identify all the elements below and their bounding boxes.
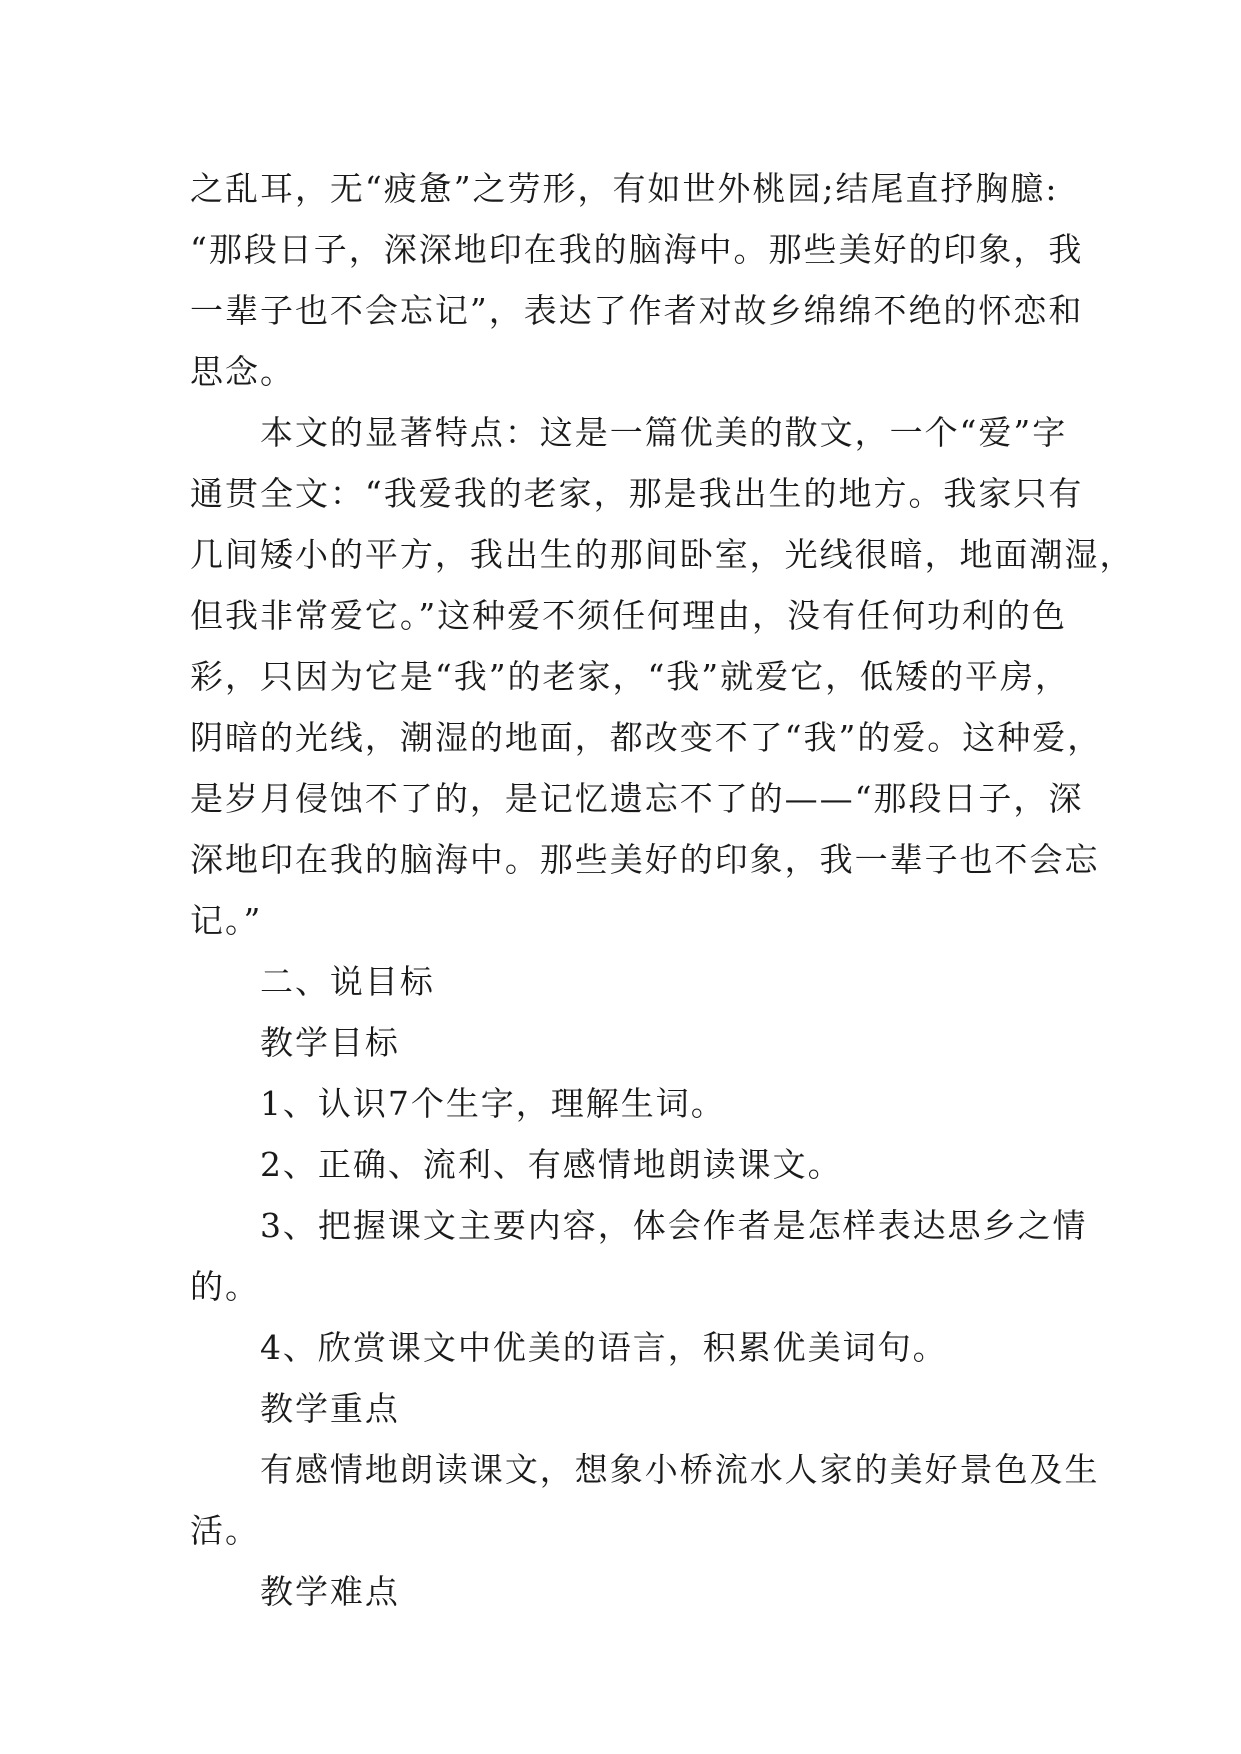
text-line: 几间矮小的平方，我出生的那间卧室，光线很暗，地面潮湿， [190,535,1135,574]
goal-item-3-continued: 的。 [190,1267,260,1306]
goal-item-2: 2、正确、流利、有感情地朗读课文。 [190,1145,843,1184]
goal-item-3: 3、把握课文主要内容，体会作者是怎样表达思乡之情 [190,1206,1088,1245]
text-line: 一辈子也不会忘记”，表达了作者对故乡绵绵不绝的怀恋和 [190,291,1084,330]
key-point-text-continued: 活。 [190,1511,260,1550]
subheading-key-points: 教学重点 [190,1389,400,1428]
text-line: 深地印在我的脑海中。那些美好的印象，我一辈子也不会忘 [190,840,1100,879]
key-point-text: 有感情地朗读课文，想象小桥流水人家的美好景色及生 [190,1450,1100,1489]
goal-item-1: 1、认识7个生字，理解生词。 [190,1084,726,1123]
text-line: “那段日子，深深地印在我的脑海中。那些美好的印象，我 [190,230,1084,269]
document-page [190,158,1135,1622]
text-line: 思念。 [190,352,295,391]
text-line: 彩，只因为它是“我”的老家，“我”就爱它，低矮的平房， [190,657,1070,696]
text-line: 是岁月侵蚀不了的，是记忆遗忘不了的——“那段日子，深 [190,779,1084,818]
paragraph-start-line: 本文的显著特点：这是一篇优美的散文，一个“爱”字 [190,413,1068,452]
text-line: 通贯全文：“我爱我的老家，那是我出生的地方。我家只有 [190,474,1084,513]
text-line: 记。” [190,901,263,940]
subheading-difficulties: 教学难点 [190,1572,400,1611]
goal-item-4: 4、欣赏课文中优美的语言，积累优美词句。 [190,1328,948,1367]
subheading-teaching-goals: 教学目标 [190,1023,400,1062]
text-line: 之乱耳，无“疲惫”之劳形，有如世外桃园;结尾直抒胸臆: [190,169,1059,208]
text-line: 但我非常爱它。”这种爱不须任何理由，没有任何功利的色 [190,596,1067,635]
text-line: 阴暗的光线，潮湿的地面，都改变不了“我”的爱。这种爱， [190,718,1103,757]
section-heading: 二、说目标 [190,962,435,1001]
